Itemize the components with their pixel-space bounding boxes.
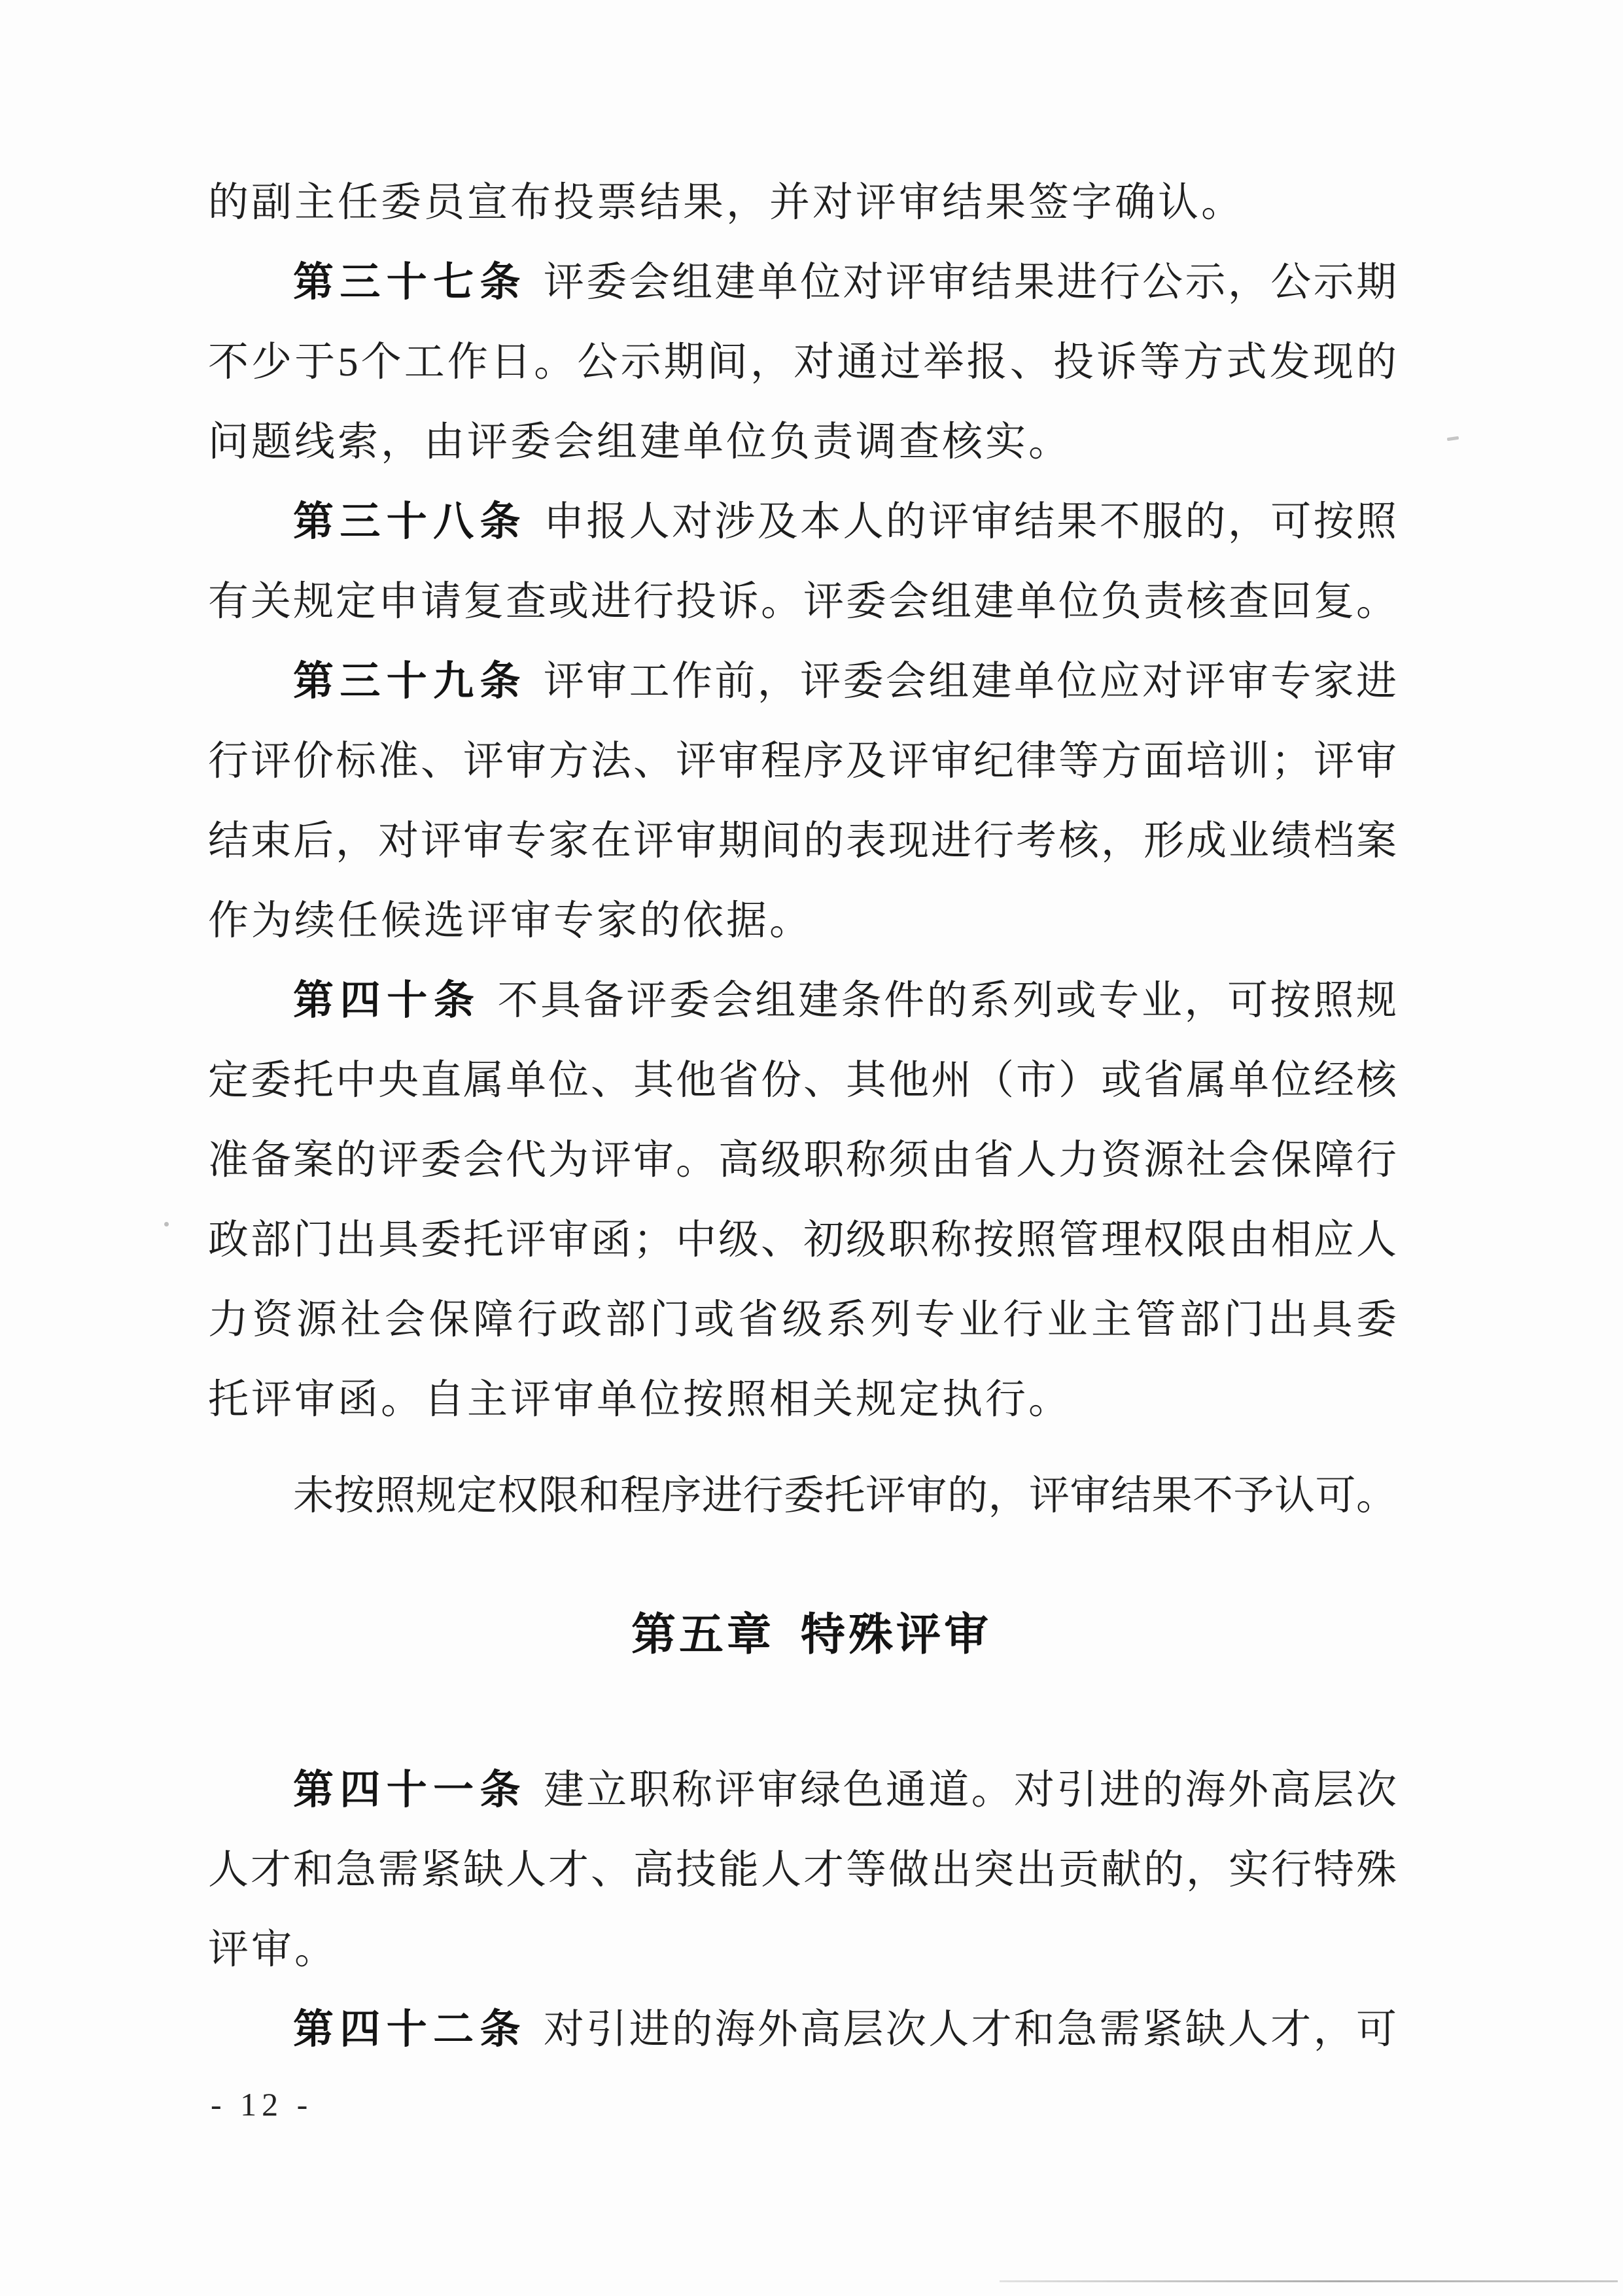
text-line — [208, 243, 1397, 322]
line-text: 的副主任委员宣布投票结果，并对评审结果签字确认。 — [208, 181, 1245, 225]
line-text: 申报人对涉及本人的评审结果不服的，可按照 — [543, 500, 1397, 544]
text-line — [208, 1456, 1397, 1536]
article-number: 第三十八条 — [293, 499, 527, 544]
line-text: 问题线索，由评委会组建单位负责调查核实。 — [208, 420, 1072, 464]
line-text: 力资源社会保障行政部门或省级系列专业行业主管部门出具委 — [208, 1298, 1397, 1342]
article-number: 第三十九条 — [293, 659, 527, 704]
page-number: - 12 - — [211, 2086, 313, 2123]
line-text: 人才和急需紧缺人才、高技能人才等做出突出贡献的，实行特殊 — [208, 1848, 1397, 1892]
line-text: 定委托中央直属单位、其他省份、其他州（市）或省属单位经核 — [208, 1058, 1397, 1103]
text-line — [208, 881, 1397, 961]
text-line — [208, 163, 1397, 243]
line-text: 作为续任候选评审专家的依据。 — [208, 899, 813, 943]
line-text: 行评价标准、评审方法、评审程序及评审纪律等方面培训；评审 — [208, 739, 1397, 784]
text-line — [208, 1041, 1397, 1121]
text-line — [208, 1750, 1397, 1830]
line-text: 有关规定申请复查或进行投诉。评委会组建单位负责核查回复。 — [208, 580, 1397, 624]
text-line — [208, 1121, 1397, 1200]
tail-text-block — [208, 1750, 1397, 2070]
line-text: 准备案的评委会代为评审。高级职称须由省人力资源社会保障行 — [208, 1138, 1397, 1183]
text-line — [208, 961, 1397, 1041]
text-line — [208, 1910, 1397, 1990]
line-text: 结束后，对评审专家在评审期间的表现进行考核，形成业绩档案 — [208, 819, 1397, 863]
line-text: 政部门出具委托评审函；中级、初级职称按照管理权限由相应人 — [208, 1218, 1397, 1262]
chapter-number: 第五章 — [631, 1610, 775, 1660]
line-text: 托评审函。自主评审单位按照相关规定执行。 — [208, 1378, 1072, 1422]
text-line — [208, 482, 1397, 562]
text-line — [208, 1200, 1397, 1280]
text-line — [208, 1280, 1397, 1360]
text-line — [208, 1830, 1397, 1910]
chapter-heading — [0, 1598, 1623, 1671]
text-line — [208, 402, 1397, 482]
article-number: 第四十一条 — [293, 1767, 527, 1813]
article-number: 第四十条 — [293, 978, 481, 1023]
article-number: 第四十二条 — [293, 2007, 527, 2052]
scan-edge-artifact — [1000, 2280, 1618, 2282]
line-text: 评委会组建单位对评审结果进行公示，公示期 — [543, 260, 1397, 305]
line-text: 不少于5个工作日。公示期间，对通过举报、投诉等方式发现的 — [208, 340, 1397, 385]
line-text: 未按照规定权限和程序进行委托评审的，评审结果不予认可。 — [293, 1474, 1397, 1518]
text-line — [208, 322, 1397, 402]
line-text: 对引进的海外高层次人才和急需紧缺人才，可 — [543, 2008, 1397, 2052]
scan-speck-icon — [164, 1222, 169, 1226]
line-text: 评审。 — [208, 1928, 338, 1972]
scan-speck-icon — [1447, 436, 1459, 441]
text-line — [208, 562, 1397, 642]
text-line — [208, 1990, 1397, 2070]
article-number: 第三十七条 — [293, 260, 527, 305]
text-line — [208, 722, 1397, 801]
line-text: 评审工作前，评委会组建单位应对评审专家进 — [543, 659, 1397, 704]
text-line — [208, 1360, 1397, 1440]
text-line — [208, 642, 1397, 722]
line-text: 不具备评委会组建条件的系列或专业，可按照规 — [497, 979, 1397, 1023]
body-text-block — [208, 163, 1397, 1440]
text-line — [208, 801, 1397, 881]
chapter-title: 特殊评审 — [801, 1610, 992, 1660]
line-text: 建立职称评审绿色通道。对引进的海外高层次 — [543, 1768, 1397, 1813]
closing-paragraph-block — [208, 1456, 1397, 1536]
